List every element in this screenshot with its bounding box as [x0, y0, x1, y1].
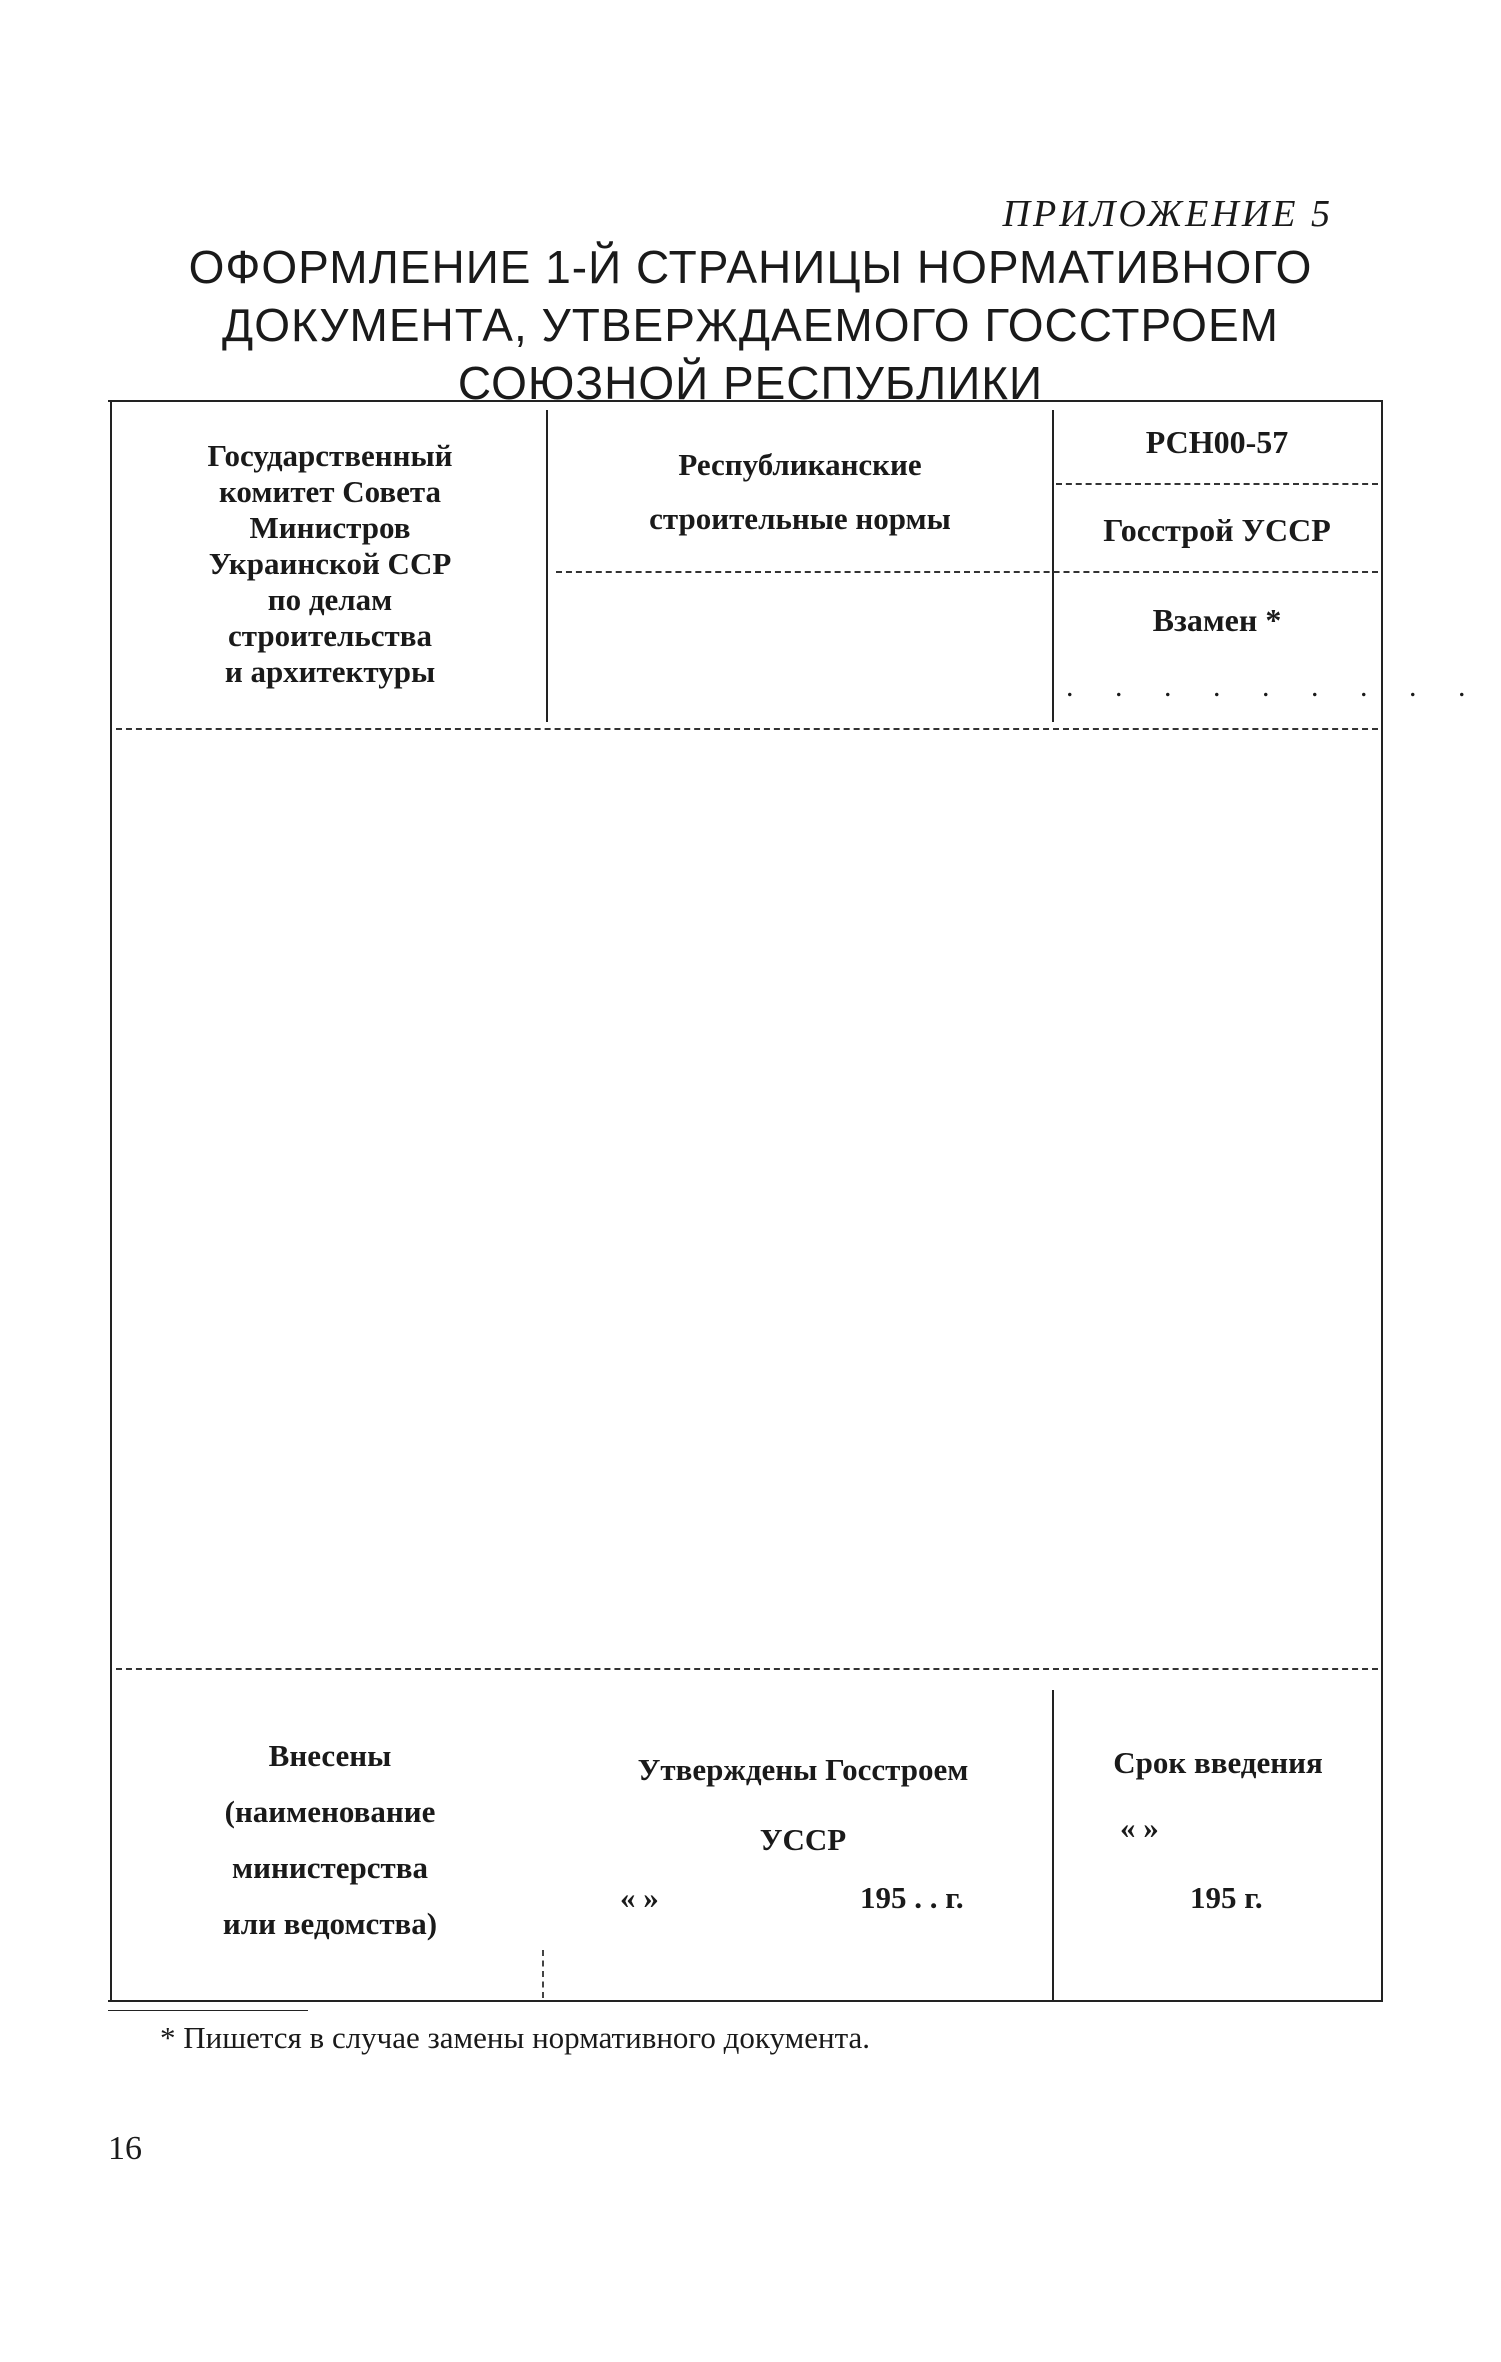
- title-line: СОЮЗНОЙ РЕСПУБЛИКИ: [457, 357, 1044, 409]
- appendix-label: ПРИЛОЖЕНИЕ 5: [1002, 193, 1333, 235]
- introduced-by: [120, 1728, 540, 1952]
- approved-date-year: 195 . . г.: [860, 1880, 964, 1915]
- introduced-line: Внесены: [268, 1738, 392, 1773]
- committee-line: комитет Совета: [218, 474, 442, 509]
- frame-top-border: [108, 400, 1383, 402]
- norms-type: [552, 438, 1048, 546]
- agency-divider: [556, 571, 1378, 573]
- norms-line: Республиканские: [678, 447, 922, 482]
- footnote: * Пишется в случае замены нормативного документа.: [160, 2020, 871, 2055]
- top-divider-2: [1052, 410, 1054, 722]
- introduced-line: (наименование: [224, 1794, 436, 1829]
- top-divider-1: [546, 410, 548, 722]
- title-line: ДОКУМЕНТА, УТВЕРЖДАЕМОГО ГОССТРОЕМ: [222, 299, 1279, 351]
- code-divider: [1056, 483, 1378, 485]
- approved-line: УССР: [759, 1822, 847, 1857]
- introduced-line: министерства: [232, 1850, 428, 1885]
- frame-right-border: [1381, 400, 1383, 2000]
- page-number: 16: [108, 2130, 142, 2167]
- committee-line: строительства: [228, 618, 432, 653]
- introduced-line: или ведомства): [222, 1906, 438, 1941]
- replaces-dots: . . . . . . . . .: [1066, 670, 1483, 703]
- committee-name: [120, 438, 540, 690]
- frame-left-border: [110, 400, 112, 2000]
- footer-divider-1: [542, 1950, 544, 1998]
- replaces-label: Взамен *: [1152, 602, 1282, 638]
- committee-line: Государственный: [207, 438, 453, 473]
- norm-code: РСН00-57: [1145, 424, 1289, 460]
- norms-line: строительные нормы: [649, 501, 951, 536]
- frame-bottom-border: [108, 2000, 1383, 2002]
- document-title: [0, 238, 1501, 412]
- approved-date-quotes: « »: [620, 1880, 659, 1915]
- footer-block-top: [116, 1668, 1378, 1670]
- effective-date-year: 195 г.: [1190, 1880, 1263, 1915]
- title-line: ОФОРМЛЕНИЕ 1-Й СТРАНИЦЫ НОРМАТИВНОГО: [188, 241, 1313, 293]
- committee-line: по делам: [267, 582, 393, 617]
- footnote-rule: [108, 2010, 308, 2011]
- approved-by: [560, 1735, 1046, 1875]
- effective-date-label: Срок введения: [1113, 1745, 1323, 1780]
- effective-date-quotes: « »: [1120, 1810, 1159, 1845]
- committee-line: Украинской ССР: [208, 546, 452, 581]
- committee-line: Министров: [249, 510, 411, 545]
- committee-line: и архитектуры: [224, 654, 436, 689]
- agency-name: Госстрой УССР: [1103, 512, 1331, 548]
- approved-line: Утверждены Госстроем: [637, 1752, 969, 1787]
- header-block-bottom: [116, 728, 1378, 730]
- footer-divider-2: [1052, 1690, 1054, 2000]
